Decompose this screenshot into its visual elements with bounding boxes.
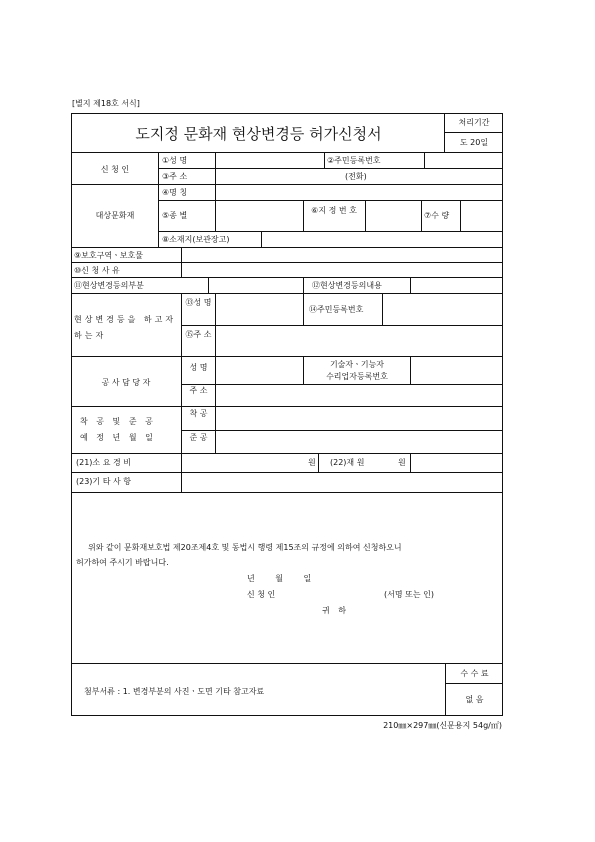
heritage-designation-label: ⑥지 정 번 호 [311,206,357,215]
heritage-type-label: ⑤종 별 [162,211,188,220]
form-title: 도지정 문화재 현상변경등 허가신청서 [135,125,382,143]
change-part-label: ⑪현상변경등의부분 [74,281,144,290]
date-line: 년 월 일 [247,574,312,583]
performer-address-label: ⑮주 소 [185,330,212,339]
applicant-address-label: ③주 소 [162,172,188,181]
form-number: [별지 제18호 서식] [72,99,140,108]
schedule-label-1: 착 공 및 준 공 [80,417,156,426]
supervisor-address-label: 주 소 [189,386,208,395]
performer-id-label: ⑭주민등록번호 [309,305,364,314]
applicant-phone-label: (전화) [345,172,367,181]
cost-label: (21)소 요 경 비 [76,458,131,467]
schedule-end-label: 준 공 [189,433,208,442]
heritage-title-label: ④명 칭 [162,188,188,197]
protection-area-label: ⑨보호구역ㆍ보호물 [74,251,143,260]
cost-unit: 원 [308,458,316,467]
signature-note: (서명 또는 인) [384,590,434,599]
supervisor-section-label: 공 사 담 당 자 [101,378,151,387]
processing-period-label: 처리기간 [458,118,490,127]
signer-label: 신 청 인 [247,590,276,599]
form-frame [71,113,503,716]
heritage-section-label: 대상문화재 [95,211,135,220]
paper-spec: 210㎜×297㎜(신문용지 54g/㎡) [383,721,502,730]
performer-name-label: ⑬성 명 [185,298,212,307]
cost-source-label: (22)재 원 [330,458,365,467]
change-content-label: ⑫현상변경등의내용 [312,281,382,290]
attachments-note: 첨부서류 : 1. 변경부분의 사진ㆍ도면 기타 참고자료 [84,687,265,696]
fee-label: 수 수 료 [460,669,489,678]
applicant-id-label: ②주민등록번호 [327,156,381,165]
reason-label: ⑩신 청 사 유 [74,266,120,275]
supervisor-license-label-1: 기술자ㆍ기능자 [329,360,385,369]
cost-source-unit: 원 [398,458,406,467]
statement-line-2: 허가하여 주시기 바랍니다. [76,558,169,567]
schedule-label-2: 예 정 년 월 일 [80,433,156,442]
statement-line-1: 위와 같이 문화재보호법 제20조제4호 및 동법시 행령 제15조의 규정에 의하여 신청하오니 [88,543,402,552]
heritage-quantity-label: ⑦수 량 [424,211,450,220]
applicant-section-label: 신 청 인 [100,165,130,174]
recipient: 귀 하 [322,606,346,615]
other-label: (23)기 타 사 항 [76,477,131,486]
performer-section-label: 현상변경등을 하고자하는자 [74,315,177,340]
supervisor-name-label: 성 명 [189,363,208,372]
supervisor-license-label-2: 수리업자등록번호 [326,372,388,381]
schedule-start-label: 착 공 [189,409,208,418]
applicant-name-label: ①성 명 [162,156,188,165]
heritage-location-label: ⑧소재지(보관장고) [162,235,230,244]
processing-period-value: 도 20일 [459,138,489,147]
fee-value: 없 음 [465,695,484,704]
